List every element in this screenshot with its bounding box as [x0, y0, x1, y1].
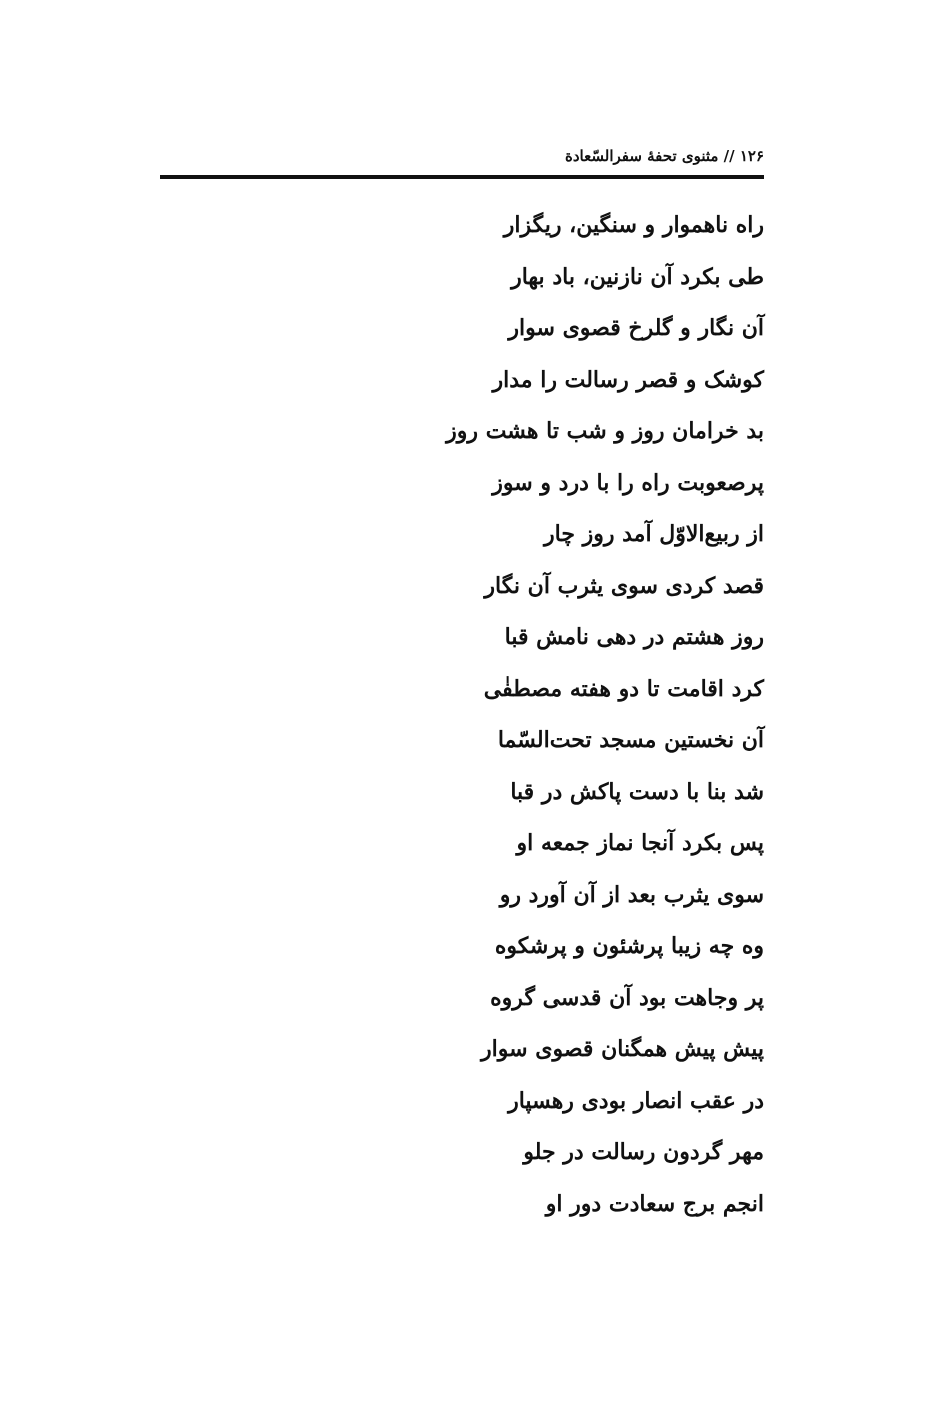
verse-line: آن نخستین مسجد تحت‌السّما [497, 727, 764, 753]
verse-line: از ربیع‌الاوّل آمد روز چار [544, 521, 764, 547]
verse-line: پرصعوبت راه را با درد و سوز [492, 469, 764, 496]
verse-line: کرد اقامت تا دو هفته مصطفٰی [483, 675, 764, 702]
verse-line: آن نگار و گلرخ قصوی سوار [508, 315, 764, 341]
verse-line: انجم برج سعادت دور او [545, 1190, 764, 1217]
verse-line: کوشک و قصر رسالت را مدار [492, 366, 764, 393]
header-rule [160, 175, 764, 179]
verse-list [160, 200, 764, 1230]
verse-line: راه ناهموار و سنگین، ریگزار [503, 212, 764, 238]
verse-line: روز هشتم در دهی نامش قبا [504, 624, 764, 650]
verse-line: بد خرامان روز و شب تا هشت روز [446, 418, 764, 444]
verse-line: پس بکرد آنجا نماز جمعه او [516, 830, 764, 856]
verse-line: طی بکرد آن نازنین، باد بهار [511, 263, 764, 290]
verse-line: در عقب انصار بودی رهسپار [508, 1087, 764, 1114]
verse-line: سوی یثرب بعد از آن آورد رو [499, 881, 764, 908]
verse-line: پیش پیش همگنان قصوی سوار [481, 1036, 764, 1062]
verse-line: شد بنا با دست پاکش در قبا [510, 778, 764, 805]
running-header: ۱۲۶ // مثنوی تحفهٔ سفرالسّعادة [565, 147, 764, 165]
verse-line: مهر گردون رسالت در جلو [523, 1139, 764, 1165]
verse-line: قصد کردی سوی یثرب آن نگار [484, 572, 764, 599]
verse-line: وه چه زیبا پرشئون و پرشکوه [494, 933, 764, 959]
verse-line: پر وجاهت بود آن قدسی گروه [490, 984, 764, 1011]
